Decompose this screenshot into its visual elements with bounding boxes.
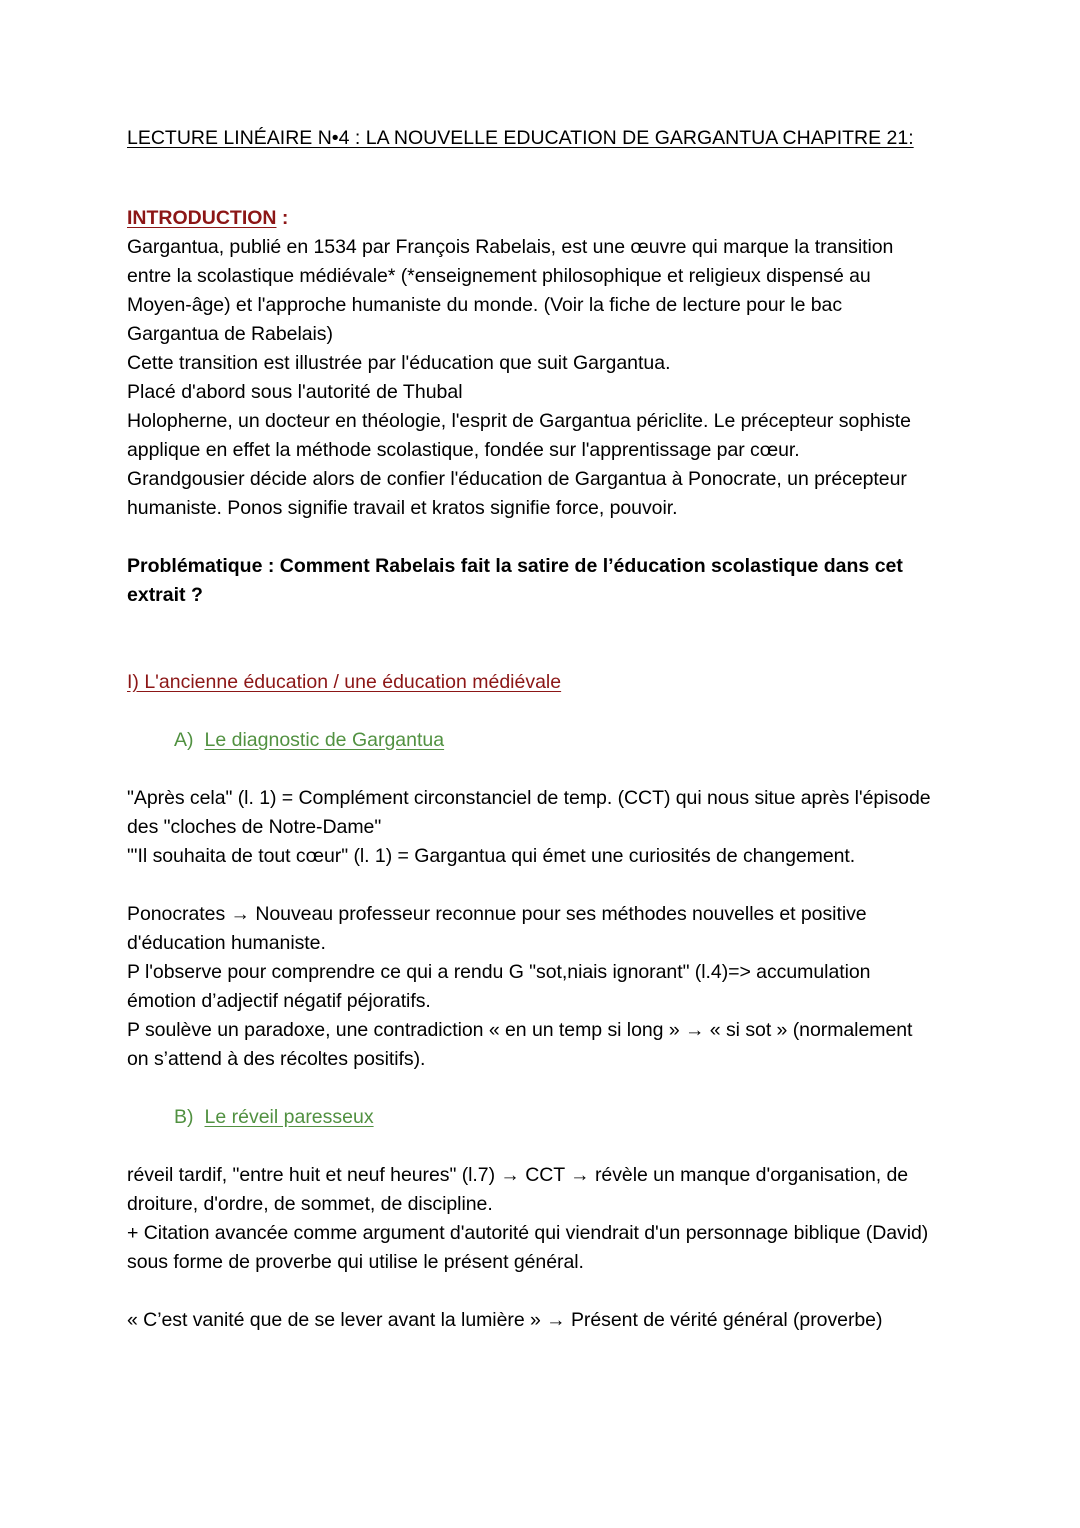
- subsection-a-line-2: "'Il souhaita de tout cœur" (l. 1) = Gargantua qui émet une curiosités de changement.: [127, 845, 856, 867]
- introduction-heading-label: INTRODUCTION: [127, 207, 277, 229]
- subsection-a-line-5: P soulève un paradoxe, une contradiction « en un temp si long » → « si sot » (normalement on s’attend à des récoltes positifs).: [127, 1019, 913, 1070]
- spacer: [127, 1132, 939, 1161]
- introduction-paragraph-holopherne: Holopherne, un docteur en théologie, l'esprit de Gargantua périclite. Le précepteur sophiste applique en effet la méthode scolastique, fondée sur l'apprentissage par cœur.: [127, 410, 911, 461]
- subsection-b-heading: [174, 1103, 939, 1132]
- problematique-statement: Problématique : Comment Rabelais fait la satire de l’éducation scolastique dans cet extrait ?: [127, 555, 903, 606]
- spacer: [127, 755, 939, 784]
- spacer: [127, 871, 939, 900]
- subsection-a-heading: [174, 726, 939, 755]
- section-one-heading-wrapper: [127, 668, 939, 697]
- spacer: [127, 697, 939, 726]
- page-title: LECTURE LINÉAIRE N•4 : LA NOUVELLE EDUCATION DE GARGANTUA CHAPITRE 21:: [127, 127, 914, 149]
- spacer: [127, 1074, 939, 1103]
- introduction-heading-colon: :: [276, 207, 289, 229]
- section-one-heading: I) L'ancienne éducation / une éducation médiévale: [127, 671, 562, 693]
- introduction-line-transition: Cette transition est illustrée par l'éducation que suit Gargantua.: [127, 352, 671, 374]
- subsection-a-letter: A): [174, 729, 194, 751]
- spacer: [127, 152, 939, 204]
- subsection-b-title: Le réveil paresseux: [204, 1106, 374, 1128]
- subsection-a-line-1: "Après cela" (l. 1) = Complément circonstanciel de temp. (CCT) qui nous situe après l'épisode des "cloches de Notre-Dame": [127, 787, 931, 838]
- subsection-b-line-1: réveil tardif, "entre huit et neuf heures" (l.7) → CCT → révèle un manque d'organisation, de droiture, d'ordre, de sommet, de discipline.: [127, 1164, 909, 1215]
- subsection-a-line-3: Ponocrates → Nouveau professeur reconnue pour ses méthodes nouvelles et positive d'éducation humaniste.: [127, 903, 867, 954]
- spacer: [127, 610, 939, 668]
- spacer: [127, 523, 939, 552]
- introduction-paragraph: Gargantua, publié en 1534 par François Rabelais, est une œuvre qui marque la transition entre la scolastique médiévale* (*enseignement philosophique et religieux dispensé au Moyen-âge) et l'approche humaniste du monde. (Voir la fiche de lecture pour le bac Gargantua de Rabelais): [127, 236, 894, 345]
- document-content: [127, 124, 939, 1335]
- introduction-line-thubal: Placé d'abord sous l'autorité de Thubal: [127, 381, 463, 403]
- introduction-heading: [127, 204, 939, 233]
- subsection-a-line-4: P l'observe pour comprendre ce qui a rendu G "sot,niais ignorant" (l.4)=> accumulation émotion d’adjectif négatif péjoratifs.: [127, 961, 871, 1012]
- subsection-b-line-3: « C’est vanité que de se lever avant la lumière » → Présent de vérité général (proverbe): [127, 1309, 883, 1331]
- subsection-b-line-2: + Citation avancée comme argument d'autorité qui viendrait d'un personnage biblique (David) sous forme de proverbe qui utilise le présent général.: [127, 1222, 929, 1273]
- subsection-a-title: Le diagnostic de Gargantua: [204, 729, 445, 751]
- spacer: [127, 1277, 939, 1306]
- introduction-paragraph-grandgousier: Grandgousier décide alors de confier l'éducation de Gargantua à Ponocrate, un précepteur humaniste. Ponos signifie travail et kratos signifie force, pouvoir.: [127, 468, 907, 519]
- subsection-b-letter: B): [174, 1106, 194, 1128]
